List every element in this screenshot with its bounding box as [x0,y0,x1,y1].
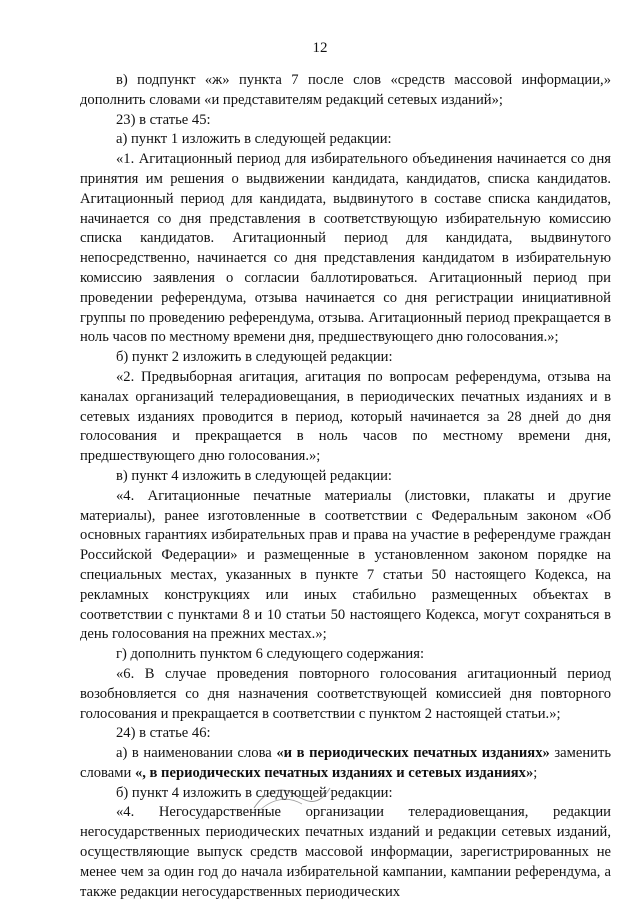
text-run: а) в наименовании слова [116,745,277,762]
paragraph: г) дополнить пунктом 6 следующего содержания: [116,646,425,663]
bold-text-run: «и в периодических печатных изданиях» [276,745,550,762]
paragraph: 23) в статье 45: [116,111,211,128]
paragraph: «1. Агитационный период для избирательного объединения начинается со дня принятия им решения о выдвижении кандидата, кандидатов, списка кандидатов. Агитационный период для кандидата, выдвинутого в составе списка кандидатов, начинается со дня представления в соответствующую избирательную комиссию списка кандидатов. Агитационный период для кандидата, выдвинутого непосредственно, начинается со дня представления кандидатом в избирательную комиссию заявления о согласии баллотироваться. Агитационный период при проведении референдума, отзыва начинается со дня регистрации инициативной группы по проведению референдума, отзыва. Агитационный период прекращается в ноль часов по местному времени дня, предшествующего дню голосования.»; [80,151,611,346]
paragraph: б) пункт 4 изложить в следующей редакции: [116,784,393,801]
bold-text-run: «, в периодических печатных изданиях и сетевых изданиях» [134,764,534,781]
document-body [80,71,611,902]
paragraph: в) подпункт «ж» пункта 7 после слов «средств массовой информации,» дополнить словами «и представителям редакций сетевых изданий»; [80,72,611,108]
paragraph: в) пункт 4 изложить в следующей редакции: [116,467,392,484]
paragraph: 24) в статье 46: [116,725,211,742]
paragraph: а) пункт 1 изложить в следующей редакции: [116,131,392,148]
stamp-mark [248,778,336,818]
paragraph: «6. В случае проведения повторного голосования агитационный период возобновляется со дня назначения соответствующей комиссией дня повторного голосования и прекращается в соответствии с пунктом 2 настоящей статьи.»; [80,665,611,722]
paragraph: «2. Предвыборная агитация, агитация по вопросам референдума, отзыва на каналах организаций телерадиовещания, в периодических печатных изданиях и в сетевых изданиях проводится в период, который начинается за 28 дней до дня голосования и прекращается в ноль часов по местному времени дня, предшествующего дню голосования.»; [80,368,611,465]
text-run: ; [533,764,538,781]
text-run: заменить словами [80,745,612,781]
page-number: 12 [312,40,328,56]
paragraph: «4. Агитационные печатные материалы (листовки, плакаты и другие материалы), ранее изготовленные в соответствии с Федеральным законом «Об основных гарантиях избирательных прав и права на участие в референдуме граждан Российской Федерации» и размещенные в установленном законом порядке на специальных местах, указанных в пункте 7 статьи 50 настоящего Кодекса, на рекламных конструкциях или иных стабильно размещенных объектах в соответствии с пунктами 8 и 10 статьи 50 настоящего Кодекса, могут сохраняться в день голосования на прежних местах.»; [80,487,611,643]
mixed-paragraph [80,744,611,784]
paragraph: б) пункт 2 изложить в следующей редакции: [116,349,393,366]
paragraph: «4. Негосударственные организации телерадиовещания, редакции негосударственных периодических печатных изданий и редакции сетевых изданий, осуществляющие выпуск средств массовой информации, зарегистрированных не менее чем за один год до начала избирательной кампании, кампании референдума, а также редакции негосударственных периодических [80,804,611,900]
